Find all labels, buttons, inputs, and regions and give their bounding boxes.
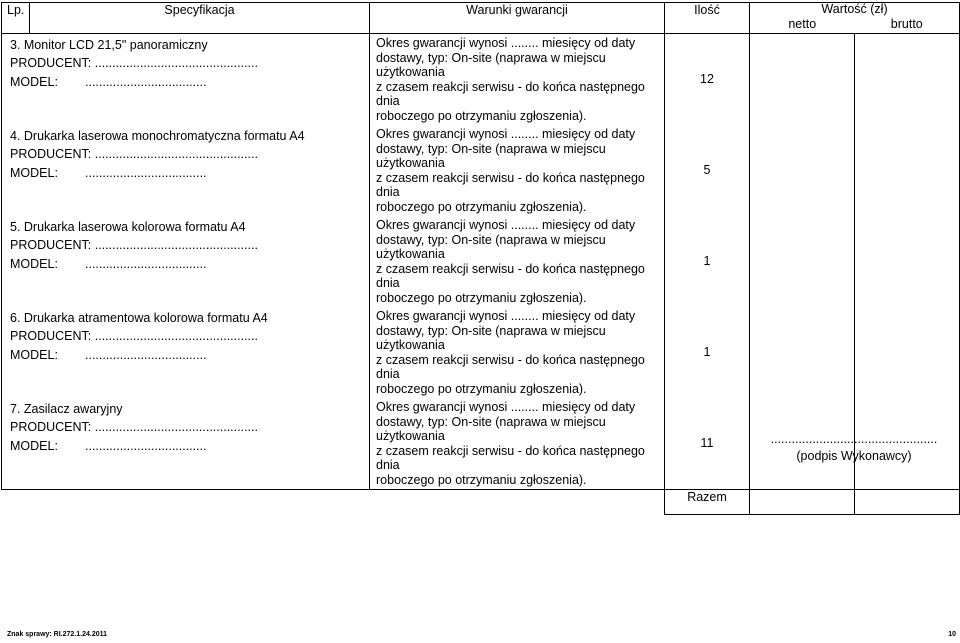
table-row (2, 125, 960, 216)
header-lp: Lp. (2, 3, 30, 34)
warranty-line: z czasem reakcji serwisu - do końca następnego dnia (376, 170, 645, 199)
item-brutto[interactable] (855, 216, 960, 307)
item-spec-cell (2, 125, 370, 216)
table-row (2, 216, 960, 307)
header-wartosc-title: Wartość (zł) (821, 2, 888, 16)
warranty-line: roboczego po otrzymaniu zgłoszenia). (376, 108, 587, 123)
item-spec-cell (2, 34, 370, 126)
item-warranty (370, 307, 665, 398)
item-model-value: ................................... (85, 257, 207, 271)
item-model-value: ................................... (85, 348, 207, 362)
warranty-line: Okres gwarancji wynosi ........ miesięcy od daty (376, 218, 636, 232)
item-netto[interactable] (750, 34, 855, 126)
item-model-label: MODEL: (10, 439, 58, 453)
item-producent: PRODUCENT: ............................................... (10, 420, 258, 434)
item-brutto[interactable] (855, 307, 960, 398)
page-number: 10 (948, 631, 956, 638)
total-netto[interactable] (750, 490, 855, 515)
warranty-line: z czasem reakcji serwisu - do końca następnego dnia (376, 79, 645, 108)
warranty-line: dostawy, typ: On-site (naprawa w miejscu użytkowania (376, 141, 606, 170)
total-brutto[interactable] (855, 490, 960, 515)
header-wartosc (750, 3, 960, 34)
item-spec-cell (2, 216, 370, 307)
item-title: 5. Drukarka laserowa kolorowa formatu A4 (10, 220, 246, 234)
warranty-line: z czasem reakcji serwisu - do końca następnego dnia (376, 443, 645, 472)
item-title: 7. Zasilacz awaryjny (10, 402, 123, 416)
item-title: 4. Drukarka laserowa monochromatyczna formatu A4 (10, 129, 305, 143)
item-warranty (370, 398, 665, 490)
warranty-line: roboczego po otrzymaniu zgłoszenia). (376, 381, 587, 396)
item-netto[interactable] (750, 307, 855, 398)
signature-label: (podpis Wykonawcy) (796, 449, 912, 463)
warranty-line: roboczego po otrzymaniu zgłoszenia). (376, 472, 587, 487)
item-producent: PRODUCENT: ............................................... (10, 329, 258, 343)
item-model-label: MODEL: (10, 348, 58, 362)
table-header-row (2, 3, 960, 34)
header-ilosc: Ilość (665, 3, 750, 34)
item-qty: 5 (665, 125, 750, 216)
warranty-line: dostawy, typ: On-site (naprawa w miejscu użytkowania (376, 50, 606, 79)
warranty-line: z czasem reakcji serwisu - do końca następnego dnia (376, 352, 645, 381)
item-model-label: MODEL: (10, 257, 58, 271)
table-row (2, 307, 960, 398)
item-netto[interactable] (750, 216, 855, 307)
item-model-value: ................................... (85, 75, 207, 89)
item-title: 3. Monitor LCD 21,5" panoramiczny (10, 38, 208, 52)
total-spacer (2, 490, 665, 515)
item-spec-cell (2, 307, 370, 398)
item-qty: 11 (665, 398, 750, 490)
item-model-label: MODEL: (10, 75, 58, 89)
item-model-value: ................................... (85, 439, 207, 453)
signature-block (754, 431, 954, 465)
header-specyfikacja: Specyfikacja (30, 3, 370, 34)
warranty-line: roboczego po otrzymaniu zgłoszenia). (376, 199, 587, 214)
warranty-line: Okres gwarancji wynosi ........ miesięcy od daty (376, 309, 636, 323)
item-qty: 12 (665, 34, 750, 126)
item-producent: PRODUCENT: ............................................... (10, 147, 258, 161)
item-producent: PRODUCENT: ............................................... (10, 56, 258, 70)
total-label: Razem (665, 490, 750, 515)
warranty-line: dostawy, typ: On-site (naprawa w miejscu użytkowania (376, 232, 606, 261)
table-row (2, 34, 960, 126)
item-warranty (370, 216, 665, 307)
warranty-line: Okres gwarancji wynosi ........ miesięcy od daty (376, 400, 636, 414)
warranty-line: roboczego po otrzymaniu zgłoszenia). (376, 290, 587, 305)
case-number: Znak sprawy: RI.272.1.24.2011 (7, 631, 108, 638)
item-warranty (370, 34, 665, 126)
item-model-label: MODEL: (10, 166, 58, 180)
warranty-line: z czasem reakcji serwisu - do końca następnego dnia (376, 261, 645, 290)
total-row (2, 490, 960, 515)
item-producent: PRODUCENT: ............................................... (10, 238, 258, 252)
item-title: 6. Drukarka atramentowa kolorowa formatu A4 (10, 311, 268, 325)
item-brutto[interactable] (855, 34, 960, 126)
signature-line: ................................................ (770, 432, 938, 446)
warranty-line: Okres gwarancji wynosi ........ miesięcy od daty (376, 36, 636, 50)
item-spec-cell (2, 398, 370, 490)
page-footer (7, 631, 956, 638)
warranty-line: Okres gwarancji wynosi ........ miesięcy od daty (376, 127, 636, 141)
item-netto[interactable] (750, 125, 855, 216)
item-model-value: ................................... (85, 166, 207, 180)
warranty-line: dostawy, typ: On-site (naprawa w miejscu użytkowania (376, 323, 606, 352)
item-brutto[interactable] (855, 125, 960, 216)
item-warranty (370, 125, 665, 216)
header-netto: netto (788, 17, 817, 31)
header-brutto: brutto (890, 17, 923, 31)
item-qty: 1 (665, 216, 750, 307)
item-qty: 1 (665, 307, 750, 398)
header-warunki: Warunki gwarancji (370, 3, 665, 34)
warranty-line: dostawy, typ: On-site (naprawa w miejscu użytkowania (376, 414, 606, 443)
